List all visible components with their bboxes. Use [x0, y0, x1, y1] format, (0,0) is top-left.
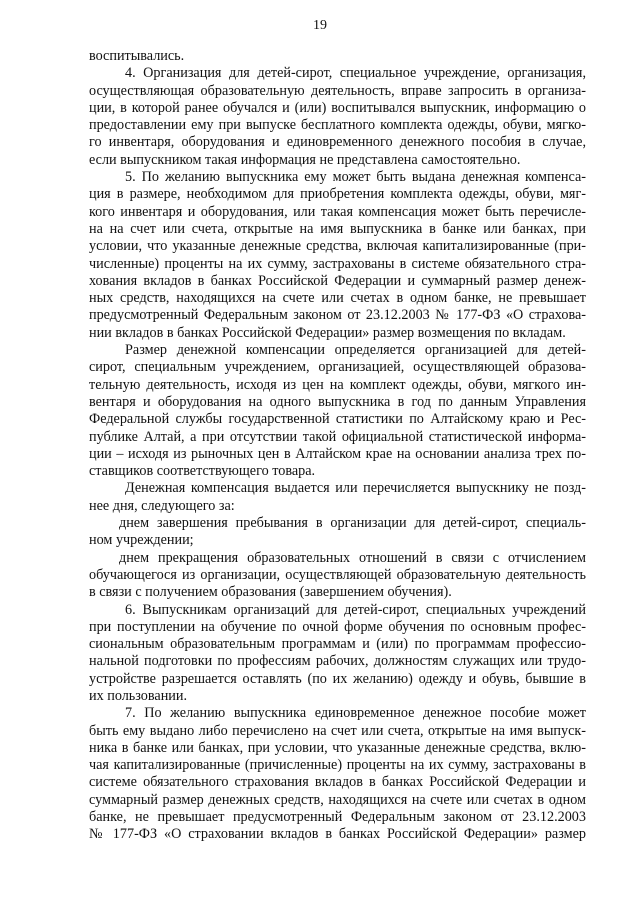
text-line: Размер денежной компенсации определяется организацией для детей-: [125, 342, 586, 359]
text-line: 5. По желанию выпускника ему может быть выдана денежная компенса-: [125, 169, 586, 186]
text-line: осуществляющая образовательную деятельность, вправе запросить в организа-: [89, 82, 586, 99]
text-line: нии вкладов в банках Российской Федерации» размер возмещения по вкладам.: [89, 324, 566, 341]
text-line: банке, не превышает предусмотренный Федеральным законом от 23.12.2003: [89, 809, 586, 826]
text-line: Денежная компенсация выдается или перечисляется выпускнику не позд-: [125, 480, 586, 497]
text-line: днем завершения пребывания в организации для детей-сирот, специаль-: [119, 515, 586, 532]
text-line: их пользовании.: [89, 687, 188, 704]
text-line: ставщиков соответствующего товара.: [89, 463, 316, 480]
text-line: 7. По желанию выпускника единовременное денежное пособие может: [125, 705, 586, 722]
text-line: нее дня, следующего за:: [89, 497, 235, 514]
text-line: сирот, специальным учреждением, организацией, осуществляющей образова-: [89, 359, 586, 376]
text-line: 6. Выпускникам организаций для детей-сирот, специальных учреждений: [125, 601, 586, 618]
text-line: публике Алтай, а при отсутствии такой официальной статистической информа-: [89, 428, 586, 445]
text-line: суммарный размер денежных средств, находящихся на счете или счетах в одном: [89, 791, 586, 808]
text-line: нальной подготовки по профессиям рабочих, должностям служащих или трудо-: [89, 653, 586, 670]
text-line: сиональным образовательным программам и (или) по программам профессио-: [89, 636, 586, 653]
text-line: хования вкладов в банках Российской Федерации и суммарный размер денеж-: [89, 272, 586, 289]
text-line: обучающегося из организации, осуществляющей образовательную деятельность: [89, 566, 586, 583]
text-line: ном учреждении;: [89, 532, 194, 549]
text-line: если выпускником такая информация не представлена самостоятельно.: [89, 151, 521, 168]
text-line: днем прекращения образовательных отношений в связи с отчислением: [119, 549, 586, 566]
text-line: устройстве разрешается оставлять (по их желанию) одежду и обувь, бывшие в: [89, 670, 586, 687]
text-line: чая капитализированные (причисленные) проценты на их сумму, застрахованы в: [89, 757, 586, 774]
text-line: вентаря и оборудования на одного выпускника в год по данным Управления: [89, 393, 586, 410]
text-line: ника в банке или банках, при условии, что указанные денежные средства, вклю-: [89, 739, 586, 756]
text-line: го инвентаря, оборудования и единовременного денежного пособия в случае,: [89, 134, 586, 151]
text-line: быть ему выдано либо перечислено на счет или счета, открытые на имя выпуск-: [89, 722, 586, 739]
text-line: ция в размере, необходимом для приобретения комплекта одежды, обуви, мяг-: [89, 186, 586, 203]
text-line: 4. Организация для детей-сирот, специальное учреждение, организация,: [125, 65, 586, 82]
document-body: [89, 48, 586, 844]
text-line: предоставлении ему при выпуске бесплатного комплекта одежды, обуви, мягко-: [89, 117, 586, 134]
text-line: ции – исходя из рыночных цен в Алтайском крае на основании анализа трех по-: [89, 445, 586, 462]
page-number: 19: [313, 18, 327, 33]
text-line: при поступлении на обучение по очной форме обучения по основным профес-: [89, 618, 586, 635]
text-line: условии, что указанные денежные средства, включая капитализированные (при-: [89, 238, 586, 255]
text-line: предусмотренный Федеральным законом от 23.12.2003 № 177-ФЗ «О страхова-: [89, 307, 586, 324]
text-line: в связи с получением образования (завершением обучения).: [89, 584, 452, 601]
text-line: тельную деятельность, исходя из цен на комплект одежды, обуви, мягкого ин-: [89, 376, 586, 393]
text-line: № 177-ФЗ «О страховании вкладов в банках Российской Федерации» размер: [89, 826, 586, 843]
text-line: ции, в которой ранее обучался и (или) воспитывался выпускник, информацию о: [89, 99, 586, 116]
text-line: на на счет или счета, открытые на имя выпускника в банке или банках, при: [89, 220, 586, 237]
text-line: системе обязательного страхования вкладов в банках Российской Федерации и: [89, 774, 586, 791]
text-line: кого инвентаря и оборудования, или такая компенсация может быть перечисле-: [89, 203, 586, 220]
text-line: численные) проценты на их сумму, застрахованы в системе обязательного стра-: [89, 255, 586, 272]
text-line: воспитывались.: [89, 48, 185, 64]
text-line: Федеральной службы государственной статистики по Алтайскому краю и Рес-: [89, 411, 586, 428]
text-line: ных средств, находящихся на счете или счетах в одном банке, не превышает: [89, 290, 586, 307]
